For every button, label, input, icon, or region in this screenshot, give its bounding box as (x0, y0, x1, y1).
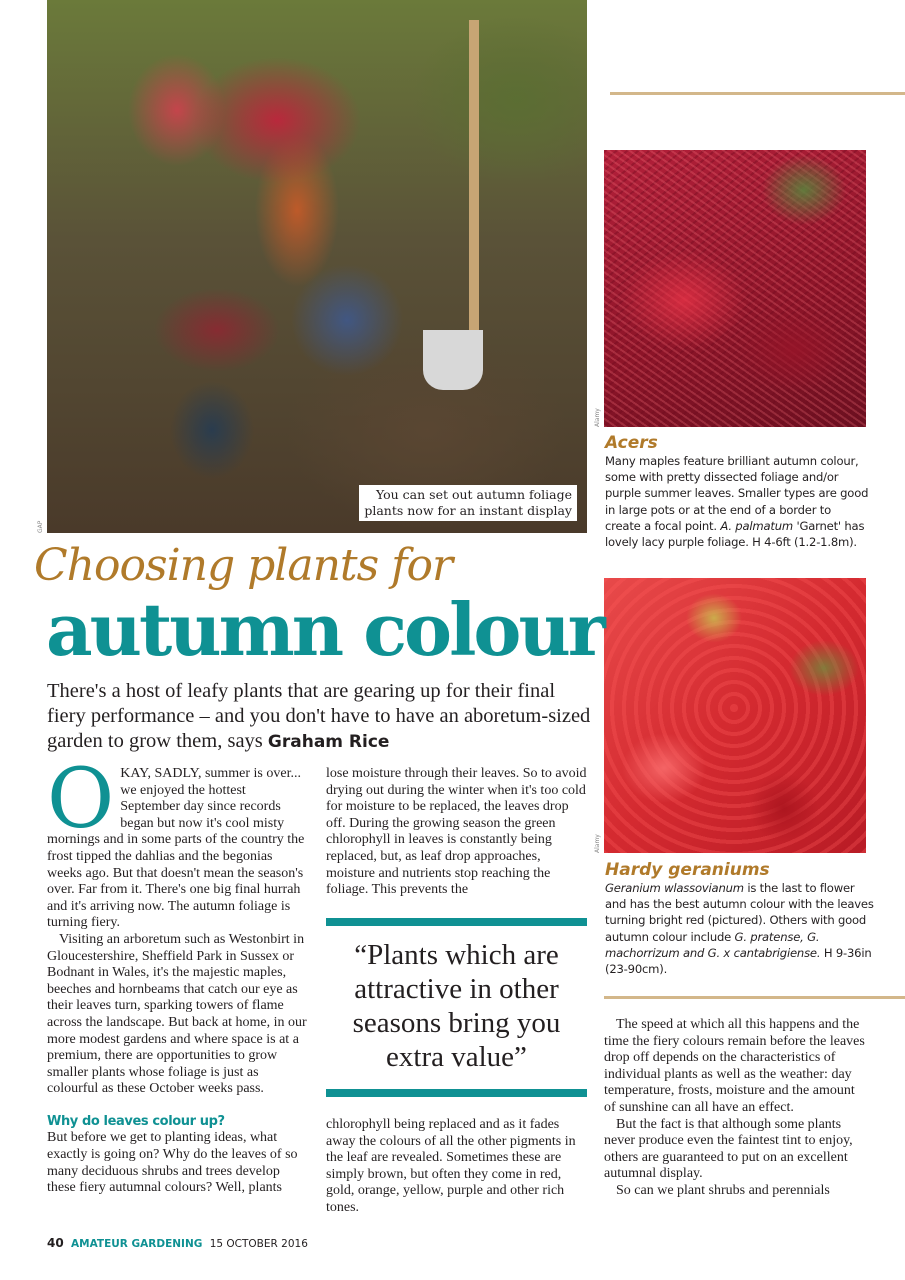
body-paragraph: lose moisture through their leaves. So to avoid drying out during the winter when it's too cold for moisture to be replaced, the leaves drop off. During the growing season the green chlorophyll in leaves is constantly being replaced, but, as leaf drop approaches, moisture and nutrients stop reaching the foliage. This prevents the (326, 766, 587, 898)
body-paragraph: Visiting an arboretum such as Westonbirt in Gloucestershire, Sheffield Park in Sussex or Bodnant in Wales, it's the majestic maples, beeches and hornbeams that catch our eye as their leaves turn, sparking towers of flame across the landscape. But back at home, in our more modest gardens and where space is at a premium, there are opportunities to grow smaller plants whose foliage is just as colourful as these October weeks pass. (47, 931, 307, 1097)
spade-handle (469, 20, 479, 340)
caption-line: plants now for an instant display (364, 503, 572, 518)
body-paragraph: chlorophyll being replaced and as it fades away the colours of all the other pigments in the leaf are revealed. Sometimes these are simply brown, but often they come in red, gold, orange, yellow, purple and other rich tones. (326, 1117, 576, 1215)
geranium-photo (604, 578, 866, 853)
geraniums-heading: Hardy geraniums (605, 860, 770, 880)
body-paragraph: But before we get to planting ideas, what exactly is going on? Why do the leaves of so many deciduous shrubs and trees develop these fiery autumnal colours? Well, plants (47, 1130, 298, 1196)
acers-photo (604, 150, 866, 427)
body-paragraph: But the fact is that although some plants never produce even the faintest tint to enjoy, others are guaranteed to put on an excellent autumnal display. (604, 1116, 853, 1182)
photo-credit: Alamy (594, 408, 601, 427)
subheading: Why do leaves colour up? (47, 1113, 225, 1129)
acers-box (605, 433, 870, 550)
text: 'Garnet' has lovely lacy purple foliage. H 4-6ft (1.2-1.8m). (605, 518, 865, 550)
quote-rule-bottom (326, 1089, 587, 1097)
caption-line: You can set out autumn foliage (375, 487, 572, 502)
quote-rule-top (326, 918, 587, 926)
body-paragraph: So can we plant shrubs and perennials (616, 1182, 830, 1198)
magazine-name: AMATEUR GARDENING (71, 1238, 203, 1250)
column-3 (604, 1017, 866, 1200)
issue-date: 15 OCTOBER 2016 (209, 1238, 308, 1250)
divider (610, 92, 905, 95)
acers-heading: Acers (605, 433, 658, 453)
spade-blade (423, 330, 483, 390)
paragraph-text: KAY, SADLY, summer is over... we enjoyed the hottest September day since records began but now it's cool misty mornings and in some parts of the country the frost tipped the dahlias and the begonias weeks ago. But that doesn't mean the season's over. Far from it. There's one big final hurrah and it's arriving now. The autumn foliage is turning fiery. (47, 766, 305, 931)
column-1 (47, 752, 309, 1197)
divider (604, 996, 905, 999)
standfirst-text: There's a host of leafy plants that are gearing up for their final fiery performance – and you don't have to have an aboretum-sized garden to grow them, says (47, 680, 591, 752)
main-photo-gardener-planting (47, 0, 587, 533)
column-2-top (326, 766, 588, 899)
photo-credit: GAP (37, 520, 44, 533)
column-2-bottom (326, 1117, 588, 1217)
latin-name: G. pratense, G. machorrizum and G. x cantabrigiense. (605, 929, 821, 960)
headline-title: autumn colour (46, 587, 603, 672)
pull-quote: “Plants which are attractive in other seasons bring you extra value” (352, 939, 561, 1073)
photo-caption (359, 485, 577, 521)
page-number: 40 (47, 1236, 64, 1250)
text: H 9-36in (23-90cm). (605, 945, 872, 977)
geraniums-box (605, 860, 875, 977)
latin-name: Geranium wlassovianum (605, 881, 744, 895)
headline-kicker: Choosing plants for (34, 540, 452, 591)
acers-text (605, 453, 870, 550)
latin-name: A. palmatum (720, 518, 793, 533)
standfirst (47, 679, 592, 755)
author-name: Graham Rice (267, 732, 390, 752)
body-paragraph (47, 752, 309, 932)
drop-cap: O (47, 752, 115, 847)
text: Many maples feature brilliant autumn colour, some with pretty dissected foliage and/or purple summer leaves. Smaller types are good in large pots or at the end of a border to create a focal point. (605, 454, 869, 533)
text: is the last to flower and has the best autumn colour with the leaves turning bright red (pictured). Others with good autumn colour include (605, 881, 874, 944)
photo-credit: Alamy (594, 834, 601, 853)
body-paragraph: The speed at which all this happens and the time the fiery colours remain before the leaves drop off depends on the characteristics of individual plants as well as the weather: day temperature, frosts, moisture and the amount of sunshine can all have an effect. (604, 1017, 865, 1115)
geraniums-text (605, 880, 875, 977)
page-footer (47, 1236, 308, 1250)
